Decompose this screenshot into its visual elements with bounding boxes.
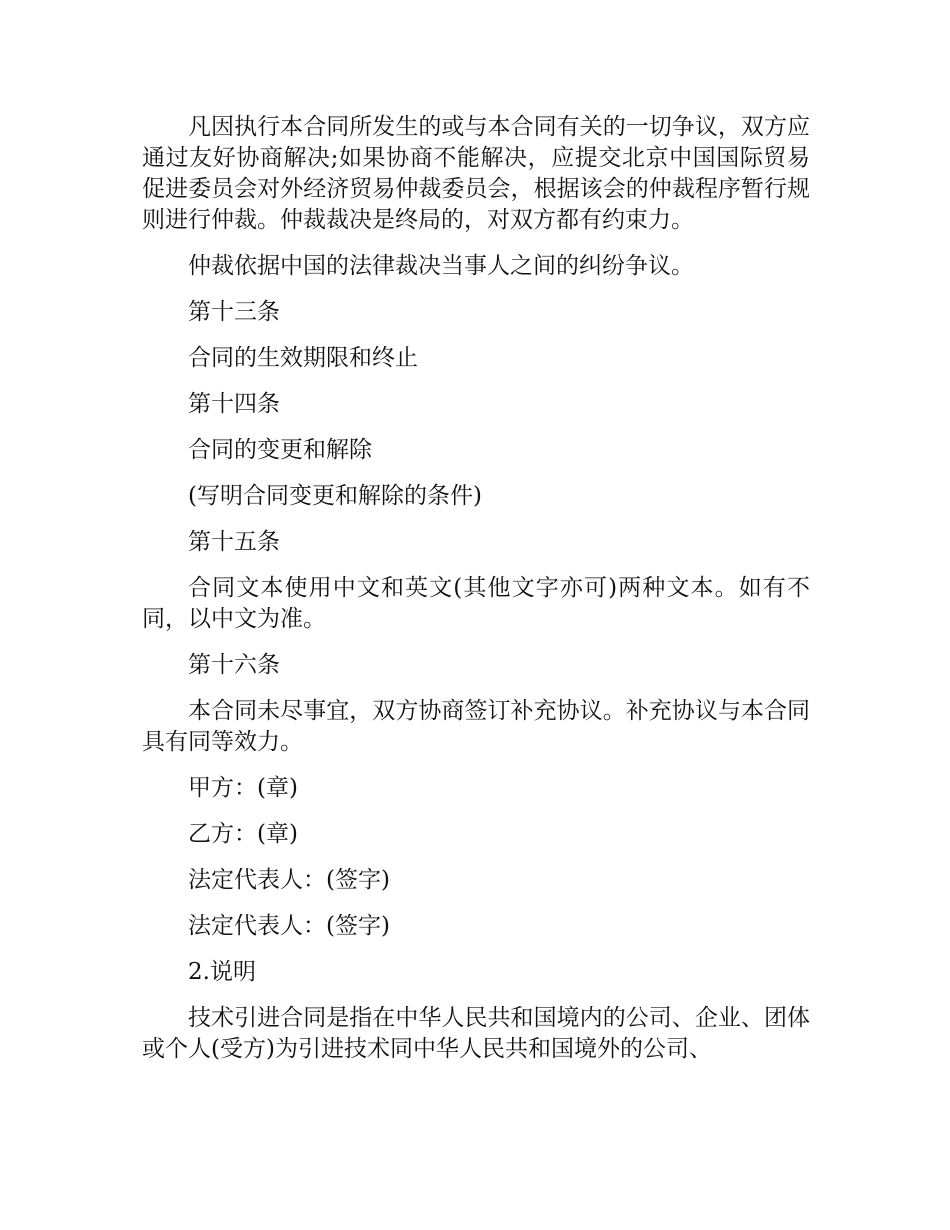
article-15-text: 合同文本使用中文和英文(其他文字亦可)两种文本。如有不同，以中文为准。 xyxy=(142,575,810,632)
legal-representative-signature: 法定代表人：(签字) xyxy=(188,913,390,939)
paragraph-arbitration: 凡因执行本合同所发生的或与本合同有关的一切争议，双方应通过友好协商解决;如果协商不能解决，应提交北京中国国际贸易促进委员会对外经济贸易仲裁委员会，根据该会的仲裁程序暂行规则进行仲裁。仲裁裁决是终局的，对双方都有约束力。 xyxy=(142,114,810,233)
document-page xyxy=(142,112,810,1080)
article-13-title: 合同的生效期限和终止 xyxy=(188,345,418,371)
article-14-title: 合同的变更和解除 xyxy=(188,437,372,463)
explanation-text: 技术引进合同是指在中华人民共和国境内的公司、企业、团体或个人(受方)为引进技术同中华人民共和国境外的公司、 xyxy=(142,1005,810,1062)
article-15-heading: 第十五条 xyxy=(188,529,280,555)
section-heading-explanation: 2.说明 xyxy=(188,959,256,985)
article-16-text: 本合同未尽事宜，双方协商签订补充协议。补充协议与本合同具有同等效力。 xyxy=(142,698,810,755)
paragraph-arbitration-law: 仲裁依据中国的法律裁决当事人之间的纠纷争议。 xyxy=(188,253,694,279)
article-16-heading: 第十六条 xyxy=(188,652,280,678)
article-13-heading: 第十三条 xyxy=(188,299,280,325)
article-14-note: (写明合同变更和解除的条件) xyxy=(188,483,482,509)
legal-representative-signature: 法定代表人：(签字) xyxy=(188,867,390,893)
party-b-seal: 乙方：(章) xyxy=(188,821,298,847)
party-a-seal: 甲方：(章) xyxy=(188,775,298,801)
article-14-heading: 第十四条 xyxy=(188,391,280,417)
